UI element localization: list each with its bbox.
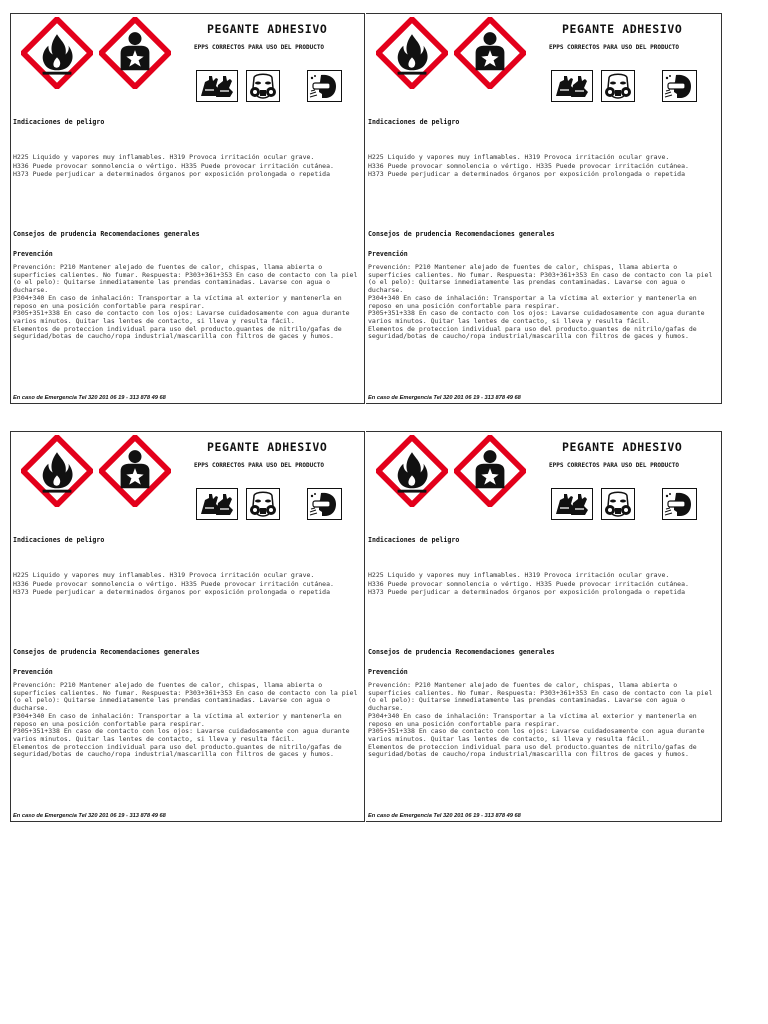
emergency-contact: En caso de Emergencia Tel 320 201 06 19 - 313 878 49 68 (13, 813, 166, 819)
gloves-icon (551, 70, 593, 102)
hazard-statements (13, 153, 358, 179)
hazard-heading: Indicaciones de peligro (368, 536, 460, 544)
prevention-line: Elementos de proteccion individual para uso del producto.guantes de nitrilo/gafas de seguridad/botas de caucho/ropa industrial/mascarilla con filtros de gaces y humos. (368, 742, 697, 759)
prevention-statements (368, 264, 713, 341)
gloves-icon (551, 488, 593, 520)
prevention-line: Prevención: P210 Mantener alejado de fuentes de calor, chispas, llama abierta o superficies calientes. No fumar. Respuesta: P303+361+353 En caso de contacto con la piel (o el pelo): Quitarse inmediatamente las prendas contaminadas. Lavarse con agua o ducharse. (13, 681, 358, 713)
hazard-line: H225 Liquido y vapores muy inflamables. H319 Provoca irritación ocular grave. (368, 571, 670, 579)
prevention-line: Elementos de proteccion individual para uso del producto.guantes de nitrilo/gafas de seguridad/botas de caucho/ropa industrial/mascarilla con filtros de gaces y humos. (13, 742, 342, 759)
hazard-heading: Indicaciones de peligro (13, 118, 105, 126)
hazard-heading: Indicaciones de peligro (13, 536, 105, 544)
hazard-statements (368, 571, 713, 597)
flame-icon (376, 435, 448, 507)
prevention-heading: Prevención (13, 250, 53, 258)
goggles-icon (662, 488, 697, 520)
respirator-mask-icon (601, 70, 635, 102)
hazard-statements (368, 153, 713, 179)
label-sheet (10, 13, 766, 823)
prevention-heading: Prevención (368, 668, 408, 676)
prevention-line: P305+351+338 En caso de contacto con los ojos: Lavarse cuidadosamente con agua durante varios minutos. Quitar las lentes de contacto, si lleva y resulta fácil. (368, 727, 705, 743)
product-label (10, 431, 365, 822)
label-title: PEGANTE ADHESIVO (562, 440, 683, 454)
hazard-line: H336 Puede provocar somnolencia o vértigo. H335 Puede provocar irritación cutánea. (368, 161, 689, 170)
label-subtitle: EPPS CORRECTOS PARA USO DEL PRODUCTO (549, 44, 680, 51)
prevention-line: P305+351+338 En caso de contacto con los ojos: Lavarse cuidadosamente con agua durante varios minutos. Quitar las lentes de contacto, si lleva y resulta fácil. (368, 309, 705, 325)
health-hazard-icon (99, 435, 171, 507)
label-title: PEGANTE ADHESIVO (562, 22, 683, 36)
prevention-line: Prevención: P210 Mantener alejado de fuentes de calor, chispas, llama abierta o superficies calientes. No fumar. Respuesta: P303+361+353 En caso de contacto con la piel (o el pelo): Quitarse inmediatamente las prendas contaminadas. Lavarse con agua o ducharse. (368, 681, 713, 713)
flame-icon (376, 17, 448, 89)
label-subtitle: EPPS CORRECTOS PARA USO DEL PRODUCTO (194, 44, 325, 51)
respirator-mask-icon (246, 70, 280, 102)
goggles-icon (307, 70, 342, 102)
emergency-contact: En caso de Emergencia Tel 320 201 06 19 - 313 878 49 68 (368, 395, 521, 401)
gloves-icon (196, 488, 238, 520)
product-label (366, 431, 722, 822)
hazard-line: H373 Puede perjudicar a determinados órganos por exposición prolongada o repetida (368, 588, 685, 597)
prevention-line: Elementos de proteccion individual para uso del producto.guantes de nitrilo/gafas de seguridad/botas de caucho/ropa industrial/mascarilla con filtros de gaces y humos. (13, 324, 342, 341)
emergency-contact: En caso de Emergencia Tel 320 201 06 19 - 313 878 49 68 (368, 813, 521, 819)
product-label (10, 13, 365, 404)
prevention-line: Prevención: P210 Mantener alejado de fuentes de calor, chispas, llama abierta o superficies calientes. No fumar. Respuesta: P303+361+353 En caso de contacto con la piel (o el pelo): Quitarse inmediatamente las prendas contaminadas. Lavarse con agua o ducharse. (13, 263, 358, 295)
prevention-heading: Prevención (13, 668, 53, 676)
prevention-line: P304+340 En caso de inhalación: Transportar a la víctima al exterior y mantenerla en reposo en una posición confortable para respirar. (13, 293, 342, 310)
prevention-line: P304+340 En caso de inhalación: Transportar a la víctima al exterior y mantenerla en reposo en una posición confortable para respirar. (368, 293, 697, 310)
prevention-line: P305+351+338 En caso de contacto con los ojos: Lavarse cuidadosamente con agua durante varios minutos. Quitar las lentes de contacto, si lleva y resulta fácil. (13, 727, 350, 743)
prevention-heading: Prevención (368, 250, 408, 258)
prevention-statements (368, 682, 713, 759)
label-title: PEGANTE ADHESIVO (207, 22, 328, 36)
health-hazard-icon (454, 17, 526, 89)
precaution-heading: Consejos de prudencia Recomendaciones generales (368, 648, 555, 656)
hazard-line: H336 Puede provocar somnolencia o vértigo. H335 Puede provocar irritación cutánea. (368, 579, 689, 588)
prevention-line: P304+340 En caso de inhalación: Transportar a la víctima al exterior y mantenerla en reposo en una posición confortable para respirar. (368, 711, 697, 728)
product-label (366, 13, 722, 404)
respirator-mask-icon (246, 488, 280, 520)
label-subtitle: EPPS CORRECTOS PARA USO DEL PRODUCTO (549, 462, 680, 469)
prevention-line: P305+351+338 En caso de contacto con los ojos: Lavarse cuidadosamente con agua durante varios minutos. Quitar las lentes de contacto, si lleva y resulta fácil. (13, 309, 350, 325)
hazard-line: H373 Puede perjudicar a determinados órganos por exposición prolongada o repetida (13, 588, 330, 597)
prevention-line: P304+340 En caso de inhalación: Transportar a la víctima al exterior y mantenerla en reposo en una posición confortable para respirar. (13, 711, 342, 728)
flame-icon (21, 435, 93, 507)
hazard-line: H373 Puede perjudicar a determinados órganos por exposición prolongada o repetida (368, 170, 685, 179)
hazard-line: H225 Liquido y vapores muy inflamables. H319 Provoca irritación ocular grave. (13, 153, 315, 161)
goggles-icon (662, 70, 697, 102)
hazard-line: H336 Puede provocar somnolencia o vértigo. H335 Puede provocar irritación cutánea. (13, 579, 334, 588)
hazard-heading: Indicaciones de peligro (368, 118, 460, 126)
health-hazard-icon (99, 17, 171, 89)
precaution-heading: Consejos de prudencia Recomendaciones generales (13, 648, 200, 656)
prevention-statements (13, 264, 358, 341)
goggles-icon (307, 488, 342, 520)
emergency-contact: En caso de Emergencia Tel 320 201 06 19 - 313 878 49 68 (13, 395, 166, 401)
precaution-heading: Consejos de prudencia Recomendaciones generales (368, 230, 555, 238)
hazard-line: H336 Puede provocar somnolencia o vértigo. H335 Puede provocar irritación cutánea. (13, 161, 334, 170)
label-subtitle: EPPS CORRECTOS PARA USO DEL PRODUCTO (194, 462, 325, 469)
prevention-line: Prevención: P210 Mantener alejado de fuentes de calor, chispas, llama abierta o superficies calientes. No fumar. Respuesta: P303+361+353 En caso de contacto con la piel (o el pelo): Quitarse inmediatamente las prendas contaminadas. Lavarse con agua o ducharse. (368, 263, 713, 295)
gloves-icon (196, 70, 238, 102)
flame-icon (21, 17, 93, 89)
hazard-line: H225 Liquido y vapores muy inflamables. H319 Provoca irritación ocular grave. (368, 153, 670, 161)
hazard-line: H373 Puede perjudicar a determinados órganos por exposición prolongada o repetida (13, 170, 330, 179)
hazard-line: H225 Liquido y vapores muy inflamables. H319 Provoca irritación ocular grave. (13, 571, 315, 579)
prevention-statements (13, 682, 358, 759)
respirator-mask-icon (601, 488, 635, 520)
label-title: PEGANTE ADHESIVO (207, 440, 328, 454)
prevention-line: Elementos de proteccion individual para uso del producto.guantes de nitrilo/gafas de seguridad/botas de caucho/ropa industrial/mascarilla con filtros de gaces y humos. (368, 324, 697, 341)
health-hazard-icon (454, 435, 526, 507)
precaution-heading: Consejos de prudencia Recomendaciones generales (13, 230, 200, 238)
hazard-statements (13, 571, 358, 597)
